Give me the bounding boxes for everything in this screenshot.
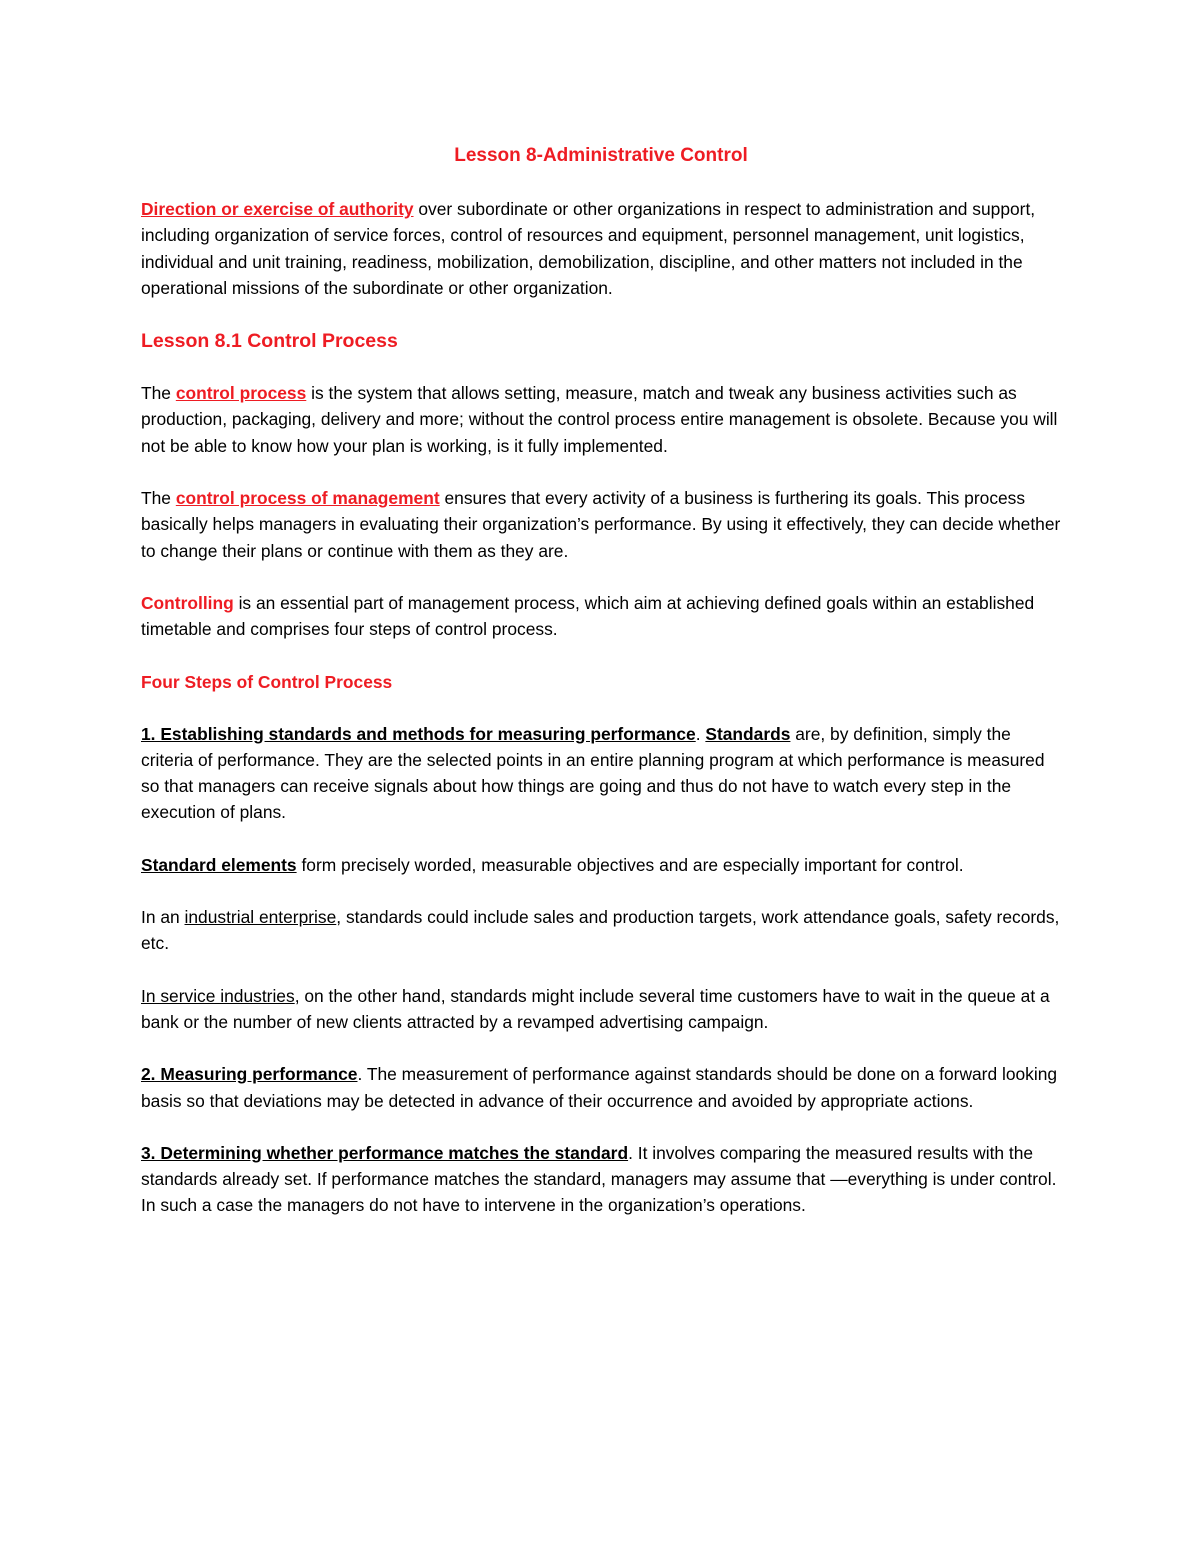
standard-elements-term: Standard elements — [141, 854, 297, 875]
control-process-term: control process — [175, 383, 307, 404]
document-body — [141, 142, 1061, 1245]
paragraph-controlling — [141, 590, 1061, 643]
paragraph-control-process-management — [141, 485, 1061, 564]
management-pre: The — [141, 488, 176, 509]
step-3-title: 3. Determining whether performance matches the standard — [141, 1142, 629, 1163]
section-heading: Lesson 8.1 Control Process — [141, 330, 398, 353]
paragraph-definition — [141, 196, 1061, 301]
page-title: Lesson 8-Administrative Control — [454, 145, 748, 166]
control-process-text: is the system that allows setting, measure, match and tweak any business activities such as production, packaging, delivery and more; without the control process entire management is obsolete. Because you will not be able to know how your plan is working, is it fully implemented. — [141, 383, 1058, 456]
standard-elements-text: form precisely worded, measurable objectives and are especially important for control. — [296, 854, 964, 875]
controlling-term: Controlling — [141, 592, 234, 613]
step-3-text: . It involves comparing the measured results with the standards already set. If performance matches the standard, managers may assume that ―everything is under control. In such a case the managers do not have to intervene in the organization’s operations. — [141, 1142, 1057, 1216]
step-1-dot: . — [695, 723, 706, 744]
paragraph-standard-elements — [141, 852, 1061, 878]
paragraph-industrial — [141, 904, 1061, 957]
paragraph-step-1 — [141, 721, 1061, 826]
step-2-text: . The measurement of performance against standards should be done on a forward looking basis so that deviations may be detected in advance of their occurrence and avoided by appropriate actions. — [141, 1064, 1058, 1111]
standards-term: Standards — [705, 723, 791, 744]
industrial-text: , standards could include sales and production targets, work attendance goals, safety records, etc. — [141, 907, 1060, 954]
service-term: In service industries — [141, 985, 295, 1006]
controlling-text: is an essential part of management process, which aim at achieving defined goals within an established timetable and comprises four steps of control process. — [141, 592, 1035, 640]
service-text: , on the other hand, standards might include several time customers have to wait in the queue at a bank or the number of new clients attracted by a revamped advertising campaign. — [141, 985, 1050, 1032]
definition-text: over subordinate or other organizations in respect to administration and support, including organization of service forces, control of resources and equipment, personnel management, unit logistics, individual and unit training, readiness, mobilization, demobilization, discipline, and other matters not included in the operational missions of the subordinate or other organization. — [141, 199, 1036, 298]
step-1-title: 1. Establishing standards and methods for measuring performance — [141, 723, 696, 744]
industrial-pre: In an — [141, 907, 185, 928]
paragraph-control-process — [141, 380, 1061, 459]
paragraph-step-2 — [141, 1061, 1061, 1114]
industrial-term: industrial enterprise — [184, 907, 337, 928]
paragraph-step-3 — [141, 1140, 1061, 1219]
step-1-text: are, by definition, simply the criteria of performance. They are the selected points in an entire planning program at which performance is measured so that managers can receive signals about how things are going and thus do not have to watch every step in the execution of plans. — [141, 723, 1045, 823]
management-term: control process of management — [175, 488, 440, 509]
step-2-title: 2. Measuring performance — [141, 1064, 358, 1085]
definition-term: Direction or exercise of authority — [141, 199, 414, 219]
management-text: ensures that every activity of a business is furthering its goals. This process basically helps managers in evaluating their organization’s performance. By using it effectively, they can decide whether to change their plans or continue with them as they are. — [141, 488, 1061, 561]
control-process-pre: The — [141, 383, 176, 404]
paragraph-service — [141, 983, 1061, 1036]
steps-heading: Four Steps of Control Process — [141, 671, 393, 692]
